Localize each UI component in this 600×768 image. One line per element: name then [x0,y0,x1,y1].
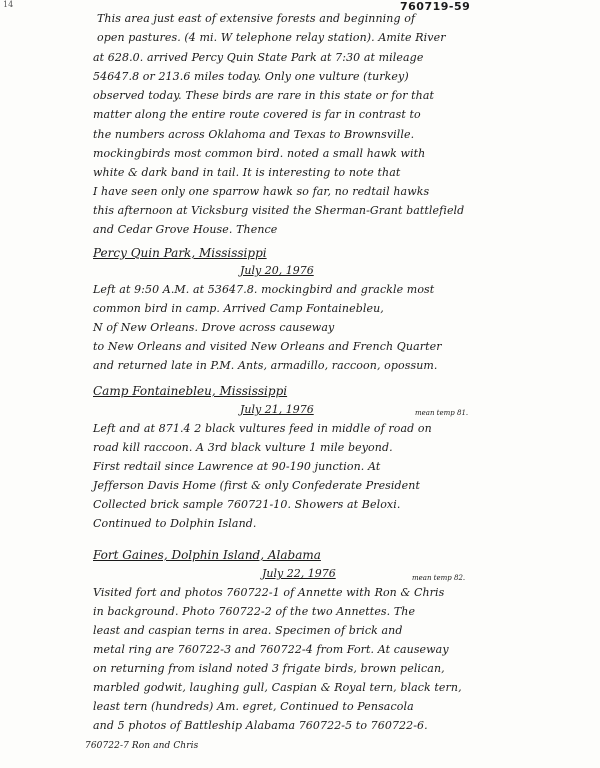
text-line: and Cedar Grove House. Thence [93,223,278,236]
text-line: least and caspian terns in area. Specimen of brick and [93,624,403,637]
section-date: July 21, 1976 [240,403,314,416]
text-line: and 5 photos of Battleship Alabama 760722-5 to 760722-6. [93,719,428,732]
text-line: I have seen only one sparrow hawk so far, no redtail hawks [93,185,430,198]
text-line: 54647.8 or 213.6 miles today. Only one vulture (turkey) [93,70,409,83]
document-id: 760719-59 [400,0,471,13]
text-line: Continued to Dolphin Island. [93,517,257,530]
section-date: July 22, 1976 [262,567,336,580]
text-line: this afternoon at Vicksburg visited the Sherman-Grant battlefield [93,204,465,217]
text-line: road kill raccoon. A 3rd black vulture 1 mile beyond. [93,441,393,454]
text-line: at 628.0. arrived Percy Quin State Park at 7:30 at mileage [93,51,424,64]
temperature-note: mean temp 81. [415,409,469,417]
text-line: in background. Photo 760722-2 of the two Annettes. The [93,605,416,618]
text-line: to New Orleans and visited New Orleans and French Quarter [93,340,442,353]
section-heading: Camp Fontainebleu, Mississippi [93,384,288,398]
text-line: matter along the entire route covered is far in contrast to [93,108,421,121]
section-date: July 20, 1976 [240,264,314,277]
text-line: the numbers across Oklahoma and Texas to Brownsville. [93,128,415,141]
text-line: open pastures. (4 mi. W telephone relay station). Amite River [97,31,446,44]
text-line: First redtail since Lawrence at 90-190 junction. At [93,460,381,473]
text-line: mockingbirds most common bird. noted a small hawk with [93,147,426,160]
text-line: white & dark band in tail. It is interesting to note that [93,166,401,179]
text-line: Jefferson Davis Home (first & only Confederate President [93,479,420,492]
corner-mark: 14 [3,0,14,9]
text-line: common bird in camp. Arrived Camp Fontainebleu, [93,302,384,315]
text-line: metal ring are 760722-3 and 760722-4 from Fort. At causeway [93,643,449,656]
text-line: marbled godwit, laughing gull, Caspian & Royal tern, black tern, [93,681,462,694]
section-heading: Percy Quin Park, Mississippi [93,246,267,260]
photo-caption-footer: 760722-7 Ron and Chris [85,741,199,751]
text-line: Collected brick sample 760721-10. Showers at Beloxi. [93,498,401,511]
text-line: Left at 9:50 A.M. at 53647.8. mockingbird and grackle most [93,283,435,296]
text-line: observed today. These birds are rare in this state or for that [93,89,435,102]
section-heading: Fort Gaines, Dolphin Island, Alabama [93,548,321,562]
text-line: and returned late in P.M. Ants, armadillo, raccoon, opossum. [93,359,438,372]
text-line: N of New Orleans. Drove across causeway [93,321,335,334]
text-line: Left and at 871.4 2 black vultures feed in middle of road on [93,422,432,435]
text-line: This area just east of extensive forests and beginning of [97,12,416,25]
text-line: least tern (hundreds) Am. egret, Continued to Pensacola [93,700,414,713]
text-line: on returning from island noted 3 frigate birds, brown pelican, [93,662,445,675]
temperature-note: mean temp 82. [412,574,466,582]
text-line: Visited fort and photos 760722-1 of Annette with Ron & Chris [93,586,445,599]
